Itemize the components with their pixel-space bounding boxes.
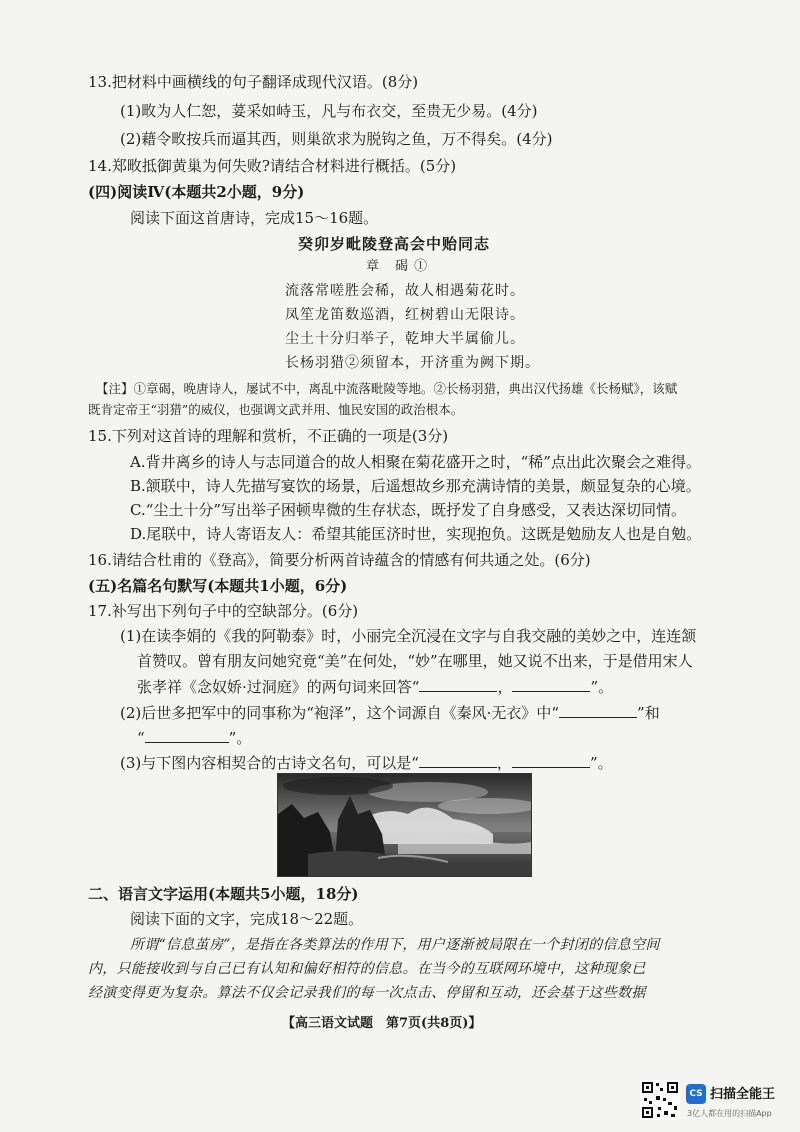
passage-line-3: 经演变得更为复杂。算法不仅会记录我们的每一次点击、停留和互动，还会基于这些数据 [88,985,646,1001]
section4-heading: (四)阅读Ⅳ(本题共2小题，9分) [88,183,305,201]
blank-close: ”。 [589,754,613,772]
part2-heading: 二、语言文字运用(本题共5小题，18分) [88,885,359,903]
poem-line-2: 凤笙龙笛数巡酒，红树碧山无限诗。 [285,307,525,323]
scanner-logo: CS [686,1084,706,1104]
blank-3[interactable] [559,703,637,718]
qr-code-icon [640,1080,680,1120]
q17-sub-1-line-1: (1)在读李娟的《我的阿勒泰》时，小丽完全沉浸在文字与自我交融的美妙之中，连连颔 [120,627,697,645]
part2-intro: 阅读下面的文字，完成18～22题。 [130,910,364,928]
q17-sub-2-line-2 [137,727,251,749]
page-footer: 【高三语文试题 第7页(共8页)】 [282,1016,482,1031]
blank-1[interactable] [419,677,497,692]
q17-sub-1-line-3 [137,676,613,698]
section5-heading: (五)名篇名句默写(本题共1小题，6分) [88,577,348,595]
q15-option-d: D.尾联中，诗人寄语友人：希望其能匡济时世，实现抱负。这既是勉励友人也是自勉。 [130,525,702,543]
q17-sub-1-line-2: 首赞叹。曾有朋友问她究竟“美”在何处，“妙”在哪里，她又说不出来，于是借用宋人 [137,652,693,670]
poem-note-line-1: 【注】①章碣，晚唐诗人，屡试不中，离乱中流落毗陵等地。②长杨羽猎，典出汉代扬雄《长杨赋》，该赋 [96,381,678,396]
blank-6[interactable] [512,753,590,768]
scanner-app-name: 扫描全能王 [710,1087,776,1102]
poem-title: 癸卯岁毗陵登高会中贻同志 [298,235,491,253]
passage-line-2: 内，只能接收到与自己已有认知和偏好相符的信息。在当今的互联网环境中，这种现象已 [88,961,646,977]
section4-intro: 阅读下面这首唐诗，完成15～16题。 [130,209,379,227]
blank-separator: ， [496,754,512,772]
q17-sub-3-text: (3)与下图内容相契合的古诗文名句，可以是“ [120,754,419,772]
q17-sub-3 [120,752,613,774]
poem-author: 章 碣① [366,259,434,274]
blank-5[interactable] [419,753,497,768]
blank-2[interactable] [512,677,590,692]
poem-line-4: 长杨羽猎②须留本，开济重为阙下期。 [285,355,540,371]
q16-stem: 16.请结合杜甫的《登高》，简要分析两首诗蕴含的情感有何共通之处。(6分) [88,551,591,569]
q17-sub-1-text: 张孝祥《念奴娇·过洞庭》的两句词来回答“ [137,678,420,696]
seascape-picture [277,773,532,877]
blank-close: ”。 [228,729,252,747]
q13-stem: 13.把材料中画横线的句子翻译成现代汉语。(8分) [88,73,419,91]
blank-close: ”和 [637,704,660,722]
q15-option-b: B.颔联中，诗人先描写宴饮的场景，后遥想故乡那充满诗情的美景，颇显复杂的心境。 [130,477,701,495]
blank-close: ”。 [590,678,614,696]
q15-option-c: C.“尘土十分”写出举子困顿卑微的生存状态，既抒发了自身感受，又表达深切同情。 [130,501,687,519]
blank-4[interactable] [145,728,229,743]
q15-stem: 15.下列对这首诗的理解和赏析，不正确的一项是(3分) [88,427,449,445]
q17-sub-2-line-1 [120,702,660,724]
q14-stem: 14.郑畋抵御黄巢为何失败?请结合材料进行概括。(5分) [88,157,457,175]
blank-open: “ [137,729,145,747]
poem-note-line-2: 既肯定帝王“羽猎”的威仪，也强调文武并用、恤民安国的政治根本。 [88,402,464,417]
scanner-tagline: 3亿人都在用的扫描App [687,1109,772,1118]
q15-option-a: A.背井离乡的诗人与志同道合的故人相聚在菊花盛开之时，“稀”点出此次聚会之难得。 [130,453,701,471]
q13-sub-2: (2)藉令畋按兵而逼其西，则巢欲求为脱钩之鱼，万不得矣。(4分) [120,130,553,148]
poem-line-3: 尘土十分归举子，乾坤大半属偷儿。 [285,331,525,347]
q17-stem: 17.补写出下列句子中的空缺部分。(6分) [88,602,359,620]
q13-sub-1: (1)畋为人仁恕，荽采如峙玉，凡与布衣交，至贵无少易。(4分) [120,102,538,120]
q17-sub-2-text: (2)后世多把军中的同事称为“袍泽”，这个词源自《秦风·无衣》中“ [120,704,560,722]
passage-line-1: 所谓“信息茧房”，是指在各类算法的作用下，用户逐渐被局限在一个封闭的信息空间 [130,937,660,953]
poem-line-1: 流落常嗟胜会稀，故人相遇菊花时。 [285,283,525,299]
seascape-illustration [278,774,531,876]
blank-separator: ， [497,678,513,696]
scanner-watermark [640,1080,790,1124]
